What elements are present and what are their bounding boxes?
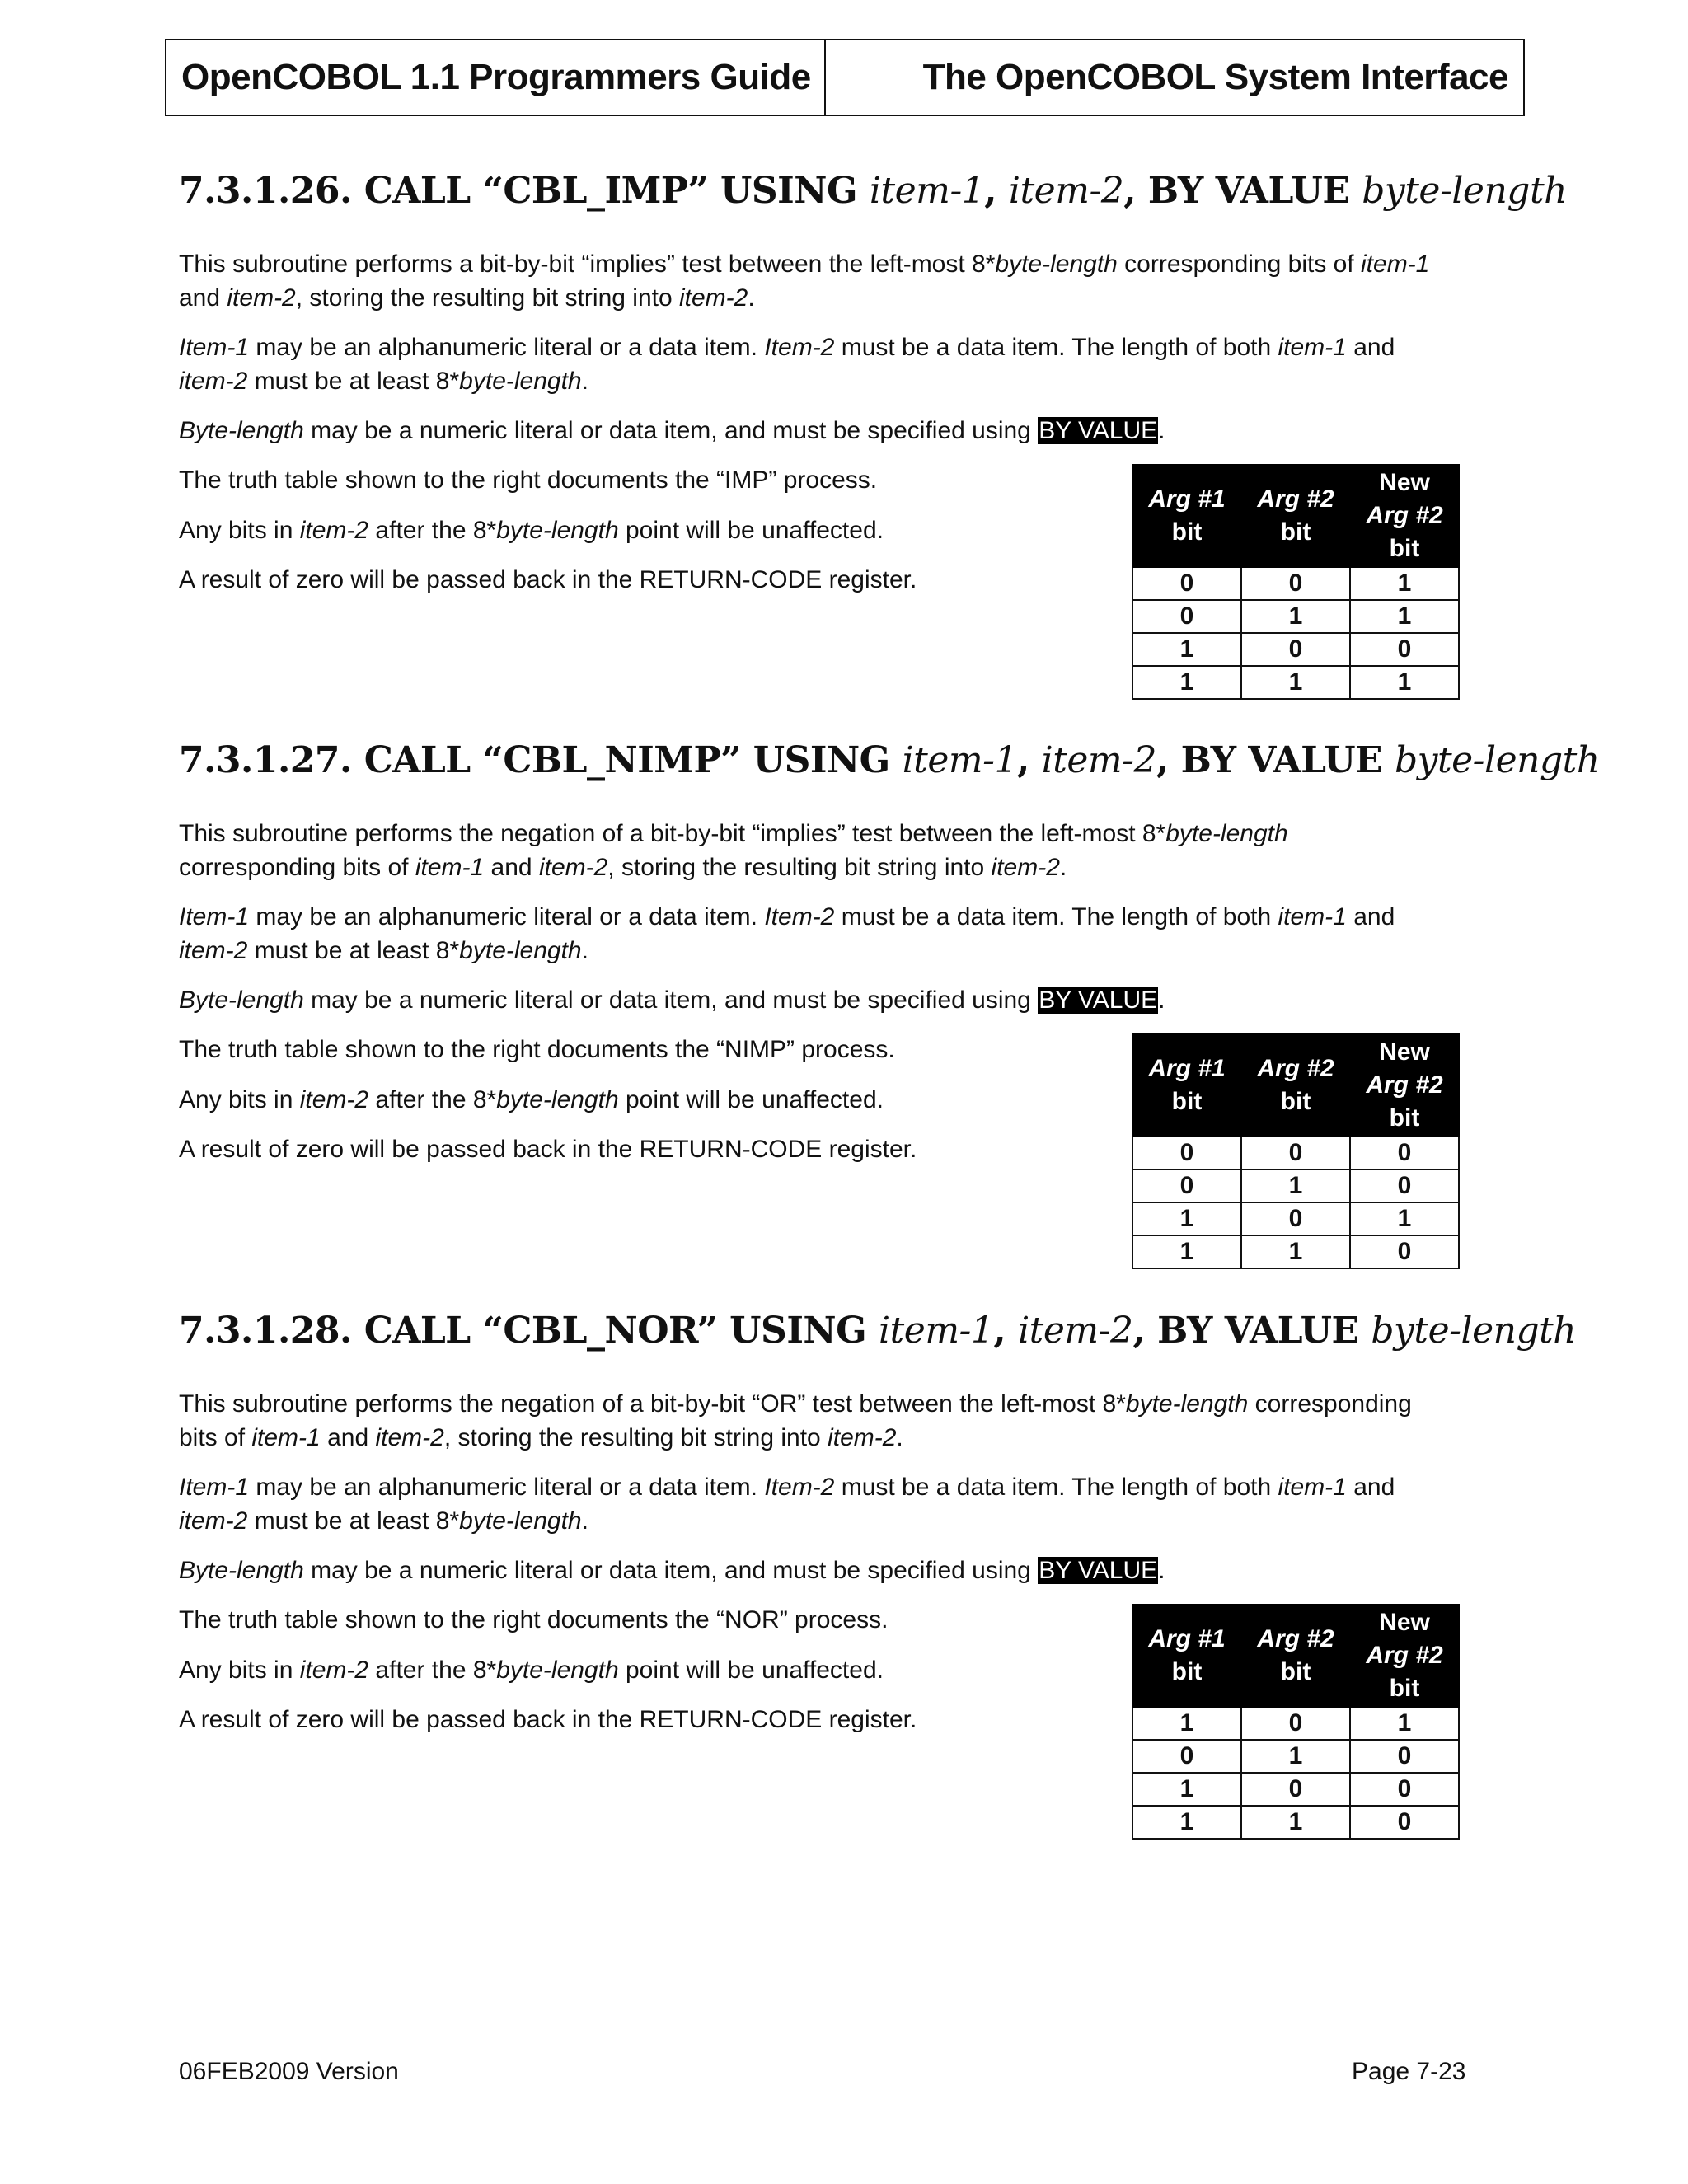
table-cell: 1 <box>1241 1740 1350 1773</box>
text-italic: item-2 <box>179 1507 248 1535</box>
text: must be a data item. The length of both <box>834 334 1278 361</box>
text: Any bits in <box>179 1086 300 1113</box>
table-cell: 1 <box>1350 666 1459 699</box>
comma: , <box>993 1310 1006 1352</box>
table-row <box>1132 1707 1459 1740</box>
text-italic: byte-length <box>496 1086 619 1113</box>
table-cell: 0 <box>1350 1235 1459 1268</box>
text-italic: Item-1 <box>179 1474 250 1501</box>
unaffected-bits-note <box>179 1653 884 1687</box>
text-italic: byte-length <box>496 1657 619 1684</box>
item-types-line-2 <box>179 1504 588 1538</box>
table-cell: 0 <box>1350 1806 1459 1839</box>
table-cell: 0 <box>1350 1169 1459 1202</box>
text: , storing the resulting bit string into <box>443 1424 828 1451</box>
unaffected-bits-note <box>179 513 884 547</box>
text: The truth table shown to the right documents the “ <box>179 1606 725 1633</box>
text: corresponding bits of <box>179 854 415 881</box>
text: Any bits in <box>179 517 300 544</box>
header-text: Arg #2 <box>1366 1642 1443 1669</box>
table-cell: 0 <box>1241 633 1350 666</box>
text-italic: item-2 <box>375 1424 444 1451</box>
truth-table <box>1132 464 1460 700</box>
header-text: bit <box>1389 535 1420 562</box>
item-types-line-1 <box>179 900 1395 934</box>
by-value-highlight: BY VALUE <box>1039 1557 1158 1584</box>
description-line-1 <box>179 247 1429 281</box>
text: after the 8* <box>368 1086 497 1113</box>
text-italic: item-2 <box>991 854 1060 881</box>
text: , storing the resulting bit string into <box>295 284 679 312</box>
text: and <box>1346 903 1395 930</box>
text: . <box>1059 854 1067 881</box>
call-statement: CALL “CBL_IMP” USING <box>363 170 858 212</box>
text: . <box>581 368 588 395</box>
header-arg2 <box>1241 465 1350 567</box>
truth-table <box>1132 1033 1460 1269</box>
text: and <box>1346 1474 1395 1501</box>
header-arg1 <box>1132 465 1241 567</box>
text: and <box>179 284 227 312</box>
header-chapter-title: The OpenCOBOL System Interface <box>922 57 1508 97</box>
table-cell: 1 <box>1132 1235 1241 1268</box>
section-heading <box>179 166 1567 216</box>
header-text: bit <box>1280 1088 1311 1115</box>
description-line-1 <box>179 817 1288 851</box>
section-number: 7.3.1.26. <box>179 170 352 212</box>
text-italic: byte-length <box>459 937 582 964</box>
text: . <box>896 1424 903 1451</box>
text-italic: Byte-length <box>179 417 304 444</box>
text: ” process. <box>779 1606 889 1633</box>
text: and <box>320 1424 376 1451</box>
text-italic: Item-2 <box>764 1474 835 1501</box>
header-text: Arg #1 <box>1148 1055 1226 1082</box>
text-italic: item-2 <box>299 517 369 544</box>
text: Any bits in <box>179 1657 300 1684</box>
truth-table-header-row <box>1132 1605 1459 1707</box>
table-cell: 0 <box>1132 600 1241 633</box>
table-row <box>1132 1202 1459 1235</box>
text: . <box>1158 1557 1165 1584</box>
header-text: bit <box>1280 1658 1311 1685</box>
header-text: bit <box>1171 1088 1203 1115</box>
table-cell: 1 <box>1241 666 1350 699</box>
param-item-2: item-2 <box>1041 739 1157 781</box>
text: ” process. <box>768 466 878 494</box>
unaffected-bits-note <box>179 1083 884 1117</box>
table-row <box>1132 633 1459 666</box>
item-types-line-1 <box>179 330 1395 364</box>
text-italic: item-2 <box>299 1657 369 1684</box>
call-statement: CALL “CBL_NOR” USING <box>363 1310 867 1352</box>
description-line-2 <box>179 281 755 315</box>
text: may be a numeric literal or data item, and must be specified using <box>303 987 1039 1014</box>
table-cell: 1 <box>1350 600 1459 633</box>
page-header <box>165 39 1525 116</box>
section-cbl-imp <box>179 166 1567 710</box>
table-cell: 0 <box>1350 1137 1459 1169</box>
text-italic: item-1 <box>1278 1474 1347 1501</box>
text: must be at least 8* <box>247 368 460 395</box>
text: may be an alphanumeric literal or a data item. <box>249 334 765 361</box>
process-name: IMP <box>724 466 769 494</box>
header-new-arg2 <box>1350 465 1459 567</box>
param-item-1: item-1 <box>879 1310 994 1352</box>
description-line-2 <box>179 1421 903 1455</box>
text: must be a data item. The length of both <box>834 903 1278 930</box>
table-row <box>1132 666 1459 699</box>
text: may be a numeric literal or data item, and must be specified using <box>303 417 1039 444</box>
text: . <box>581 1507 588 1535</box>
header-text: Arg #2 <box>1366 502 1443 529</box>
text-italic: item-2 <box>678 284 748 312</box>
comma: , <box>1016 739 1029 781</box>
text: point will be unaffected. <box>618 1086 884 1113</box>
header-arg1 <box>1132 1605 1241 1707</box>
by-value-highlight: BY VALUE <box>1039 987 1158 1014</box>
section-number: 7.3.1.27. <box>179 739 352 781</box>
header-text: Arg #1 <box>1148 485 1226 513</box>
table-cell: 1 <box>1241 1806 1350 1839</box>
item-types-line-2 <box>179 364 588 398</box>
param-item-2: item-2 <box>1018 1310 1133 1352</box>
text-italic: byte-length <box>496 517 619 544</box>
return-code-note: A result of zero will be passed back in the RETURN-CODE register. <box>179 566 917 593</box>
text-italic: item-1 <box>1361 251 1430 278</box>
table-cell: 0 <box>1350 1740 1459 1773</box>
text-italic: byte-length <box>995 251 1118 278</box>
text: ” process. <box>786 1036 895 1063</box>
table-cell: 1 <box>1132 633 1241 666</box>
by-value-keyword: , BY VALUE <box>1156 739 1383 781</box>
table-cell: 0 <box>1241 567 1350 600</box>
table-row <box>1132 1806 1459 1839</box>
return-code-note: A result of zero will be passed back in the RETURN-CODE register. <box>179 1706 917 1733</box>
text: . <box>1158 417 1165 444</box>
table-cell: 0 <box>1241 1202 1350 1235</box>
by-value-keyword: , BY VALUE <box>1123 170 1350 212</box>
text: must be at least 8* <box>247 937 460 964</box>
header-arg2 <box>1241 1605 1350 1707</box>
table-cell: 1 <box>1132 666 1241 699</box>
table-cell: 1 <box>1350 1707 1459 1740</box>
text: may be a numeric literal or data item, and must be specified using <box>303 1557 1039 1584</box>
header-text: New <box>1379 1038 1430 1066</box>
header-text: bit <box>1171 1658 1203 1685</box>
text: The truth table shown to the right documents the “ <box>179 1036 725 1063</box>
text-italic: item-1 <box>415 854 485 881</box>
text: must be at least 8* <box>247 1507 460 1535</box>
truth-table-header-row <box>1132 465 1459 567</box>
text-italic: byte-length <box>459 1507 582 1535</box>
text-italic: byte-length <box>459 368 582 395</box>
header-arg1 <box>1132 1034 1241 1137</box>
param-item-2: item-2 <box>1008 170 1124 212</box>
text: The truth table shown to the right documents the “ <box>179 466 725 494</box>
table-cell: 1 <box>1132 1202 1241 1235</box>
footer-version: 06FEB2009 Version <box>179 2058 399 2085</box>
table-cell: 0 <box>1350 633 1459 666</box>
process-name: NIMP <box>724 1036 787 1063</box>
text-italic: Byte-length <box>179 987 304 1014</box>
table-cell: 1 <box>1350 567 1459 600</box>
table-cell: 1 <box>1132 1773 1241 1806</box>
description-line-2 <box>179 851 1067 884</box>
call-statement: CALL “CBL_NIMP” USING <box>363 739 890 781</box>
table-cell: 1 <box>1241 600 1350 633</box>
text-italic: Item-2 <box>764 903 835 930</box>
table-row <box>1132 567 1459 600</box>
by-value-highlight: BY VALUE <box>1039 417 1158 444</box>
text: . <box>1158 987 1165 1014</box>
param-byte-length: byte-length <box>1362 170 1567 212</box>
text: point will be unaffected. <box>618 1657 884 1684</box>
byte-length-line <box>179 1554 1165 1587</box>
header-text: Arg #2 <box>1366 1071 1443 1099</box>
header-new-arg2 <box>1350 1034 1459 1137</box>
header-text: bit <box>1171 518 1203 546</box>
table-cell: 1 <box>1350 1202 1459 1235</box>
text: and <box>1346 334 1395 361</box>
process-name: NOR <box>724 1606 780 1633</box>
table-cell: 1 <box>1132 1707 1241 1740</box>
header-arg2 <box>1241 1034 1350 1137</box>
text: This subroutine performs the negation of a bit-by-bit “OR” test between the left-most 8* <box>179 1390 1126 1418</box>
text: This subroutine performs a bit-by-bit “implies” test between the left-most 8* <box>179 251 996 278</box>
truth-table-note <box>179 1603 888 1637</box>
by-value-keyword: , BY VALUE <box>1132 1310 1359 1352</box>
section-number: 7.3.1.28. <box>179 1310 352 1352</box>
text: may be an alphanumeric literal or a data item. <box>249 1474 765 1501</box>
text: must be a data item. The length of both <box>834 1474 1278 1501</box>
param-byte-length: byte-length <box>1394 739 1600 781</box>
header-text: Arg #2 <box>1257 1625 1334 1652</box>
header-guide-title: OpenCOBOL 1.1 Programmers Guide <box>166 40 826 115</box>
text-italic: Byte-length <box>179 1557 304 1584</box>
header-text: Arg #1 <box>1148 1625 1226 1652</box>
section-heading <box>179 736 1600 785</box>
section-cbl-nimp <box>179 736 1600 1280</box>
section-cbl-nor <box>179 1306 1577 1850</box>
text: . <box>748 284 755 312</box>
table-row <box>1132 1773 1459 1806</box>
section-heading <box>179 1306 1577 1356</box>
table-row <box>1132 1235 1459 1268</box>
text-italic: item-2 <box>299 1086 369 1113</box>
table-cell: 0 <box>1132 567 1241 600</box>
param-item-1: item-1 <box>902 739 1017 781</box>
header-text: Arg #2 <box>1257 485 1334 513</box>
item-types-line-1 <box>179 1470 1395 1504</box>
text-italic: item-2 <box>227 284 296 312</box>
table-cell: 0 <box>1132 1137 1241 1169</box>
text: corresponding bits of <box>1117 251 1362 278</box>
table-cell: 0 <box>1241 1773 1350 1806</box>
text-italic: item-1 <box>251 1424 321 1451</box>
text: after the 8* <box>368 517 497 544</box>
footer-page-number: Page 7-23 <box>1352 2058 1466 2085</box>
text: , storing the resulting bit string into <box>607 854 992 881</box>
text-italic: byte-length <box>1125 1390 1249 1418</box>
header-new-arg2 <box>1350 1605 1459 1707</box>
table-cell: 1 <box>1132 1806 1241 1839</box>
byte-length-line <box>179 414 1165 448</box>
text-italic: item-2 <box>828 1424 897 1451</box>
header-text: New <box>1379 1609 1430 1636</box>
text-italic: Item-2 <box>764 334 835 361</box>
header-text: bit <box>1389 1675 1420 1702</box>
text-italic: item-2 <box>179 368 248 395</box>
truth-table-note <box>179 1033 895 1066</box>
header-text: bit <box>1280 518 1311 546</box>
text: and <box>484 854 539 881</box>
text-italic: Item-1 <box>179 903 250 930</box>
table-row <box>1132 1137 1459 1169</box>
table-row <box>1132 1169 1459 1202</box>
text: . <box>581 937 588 964</box>
header-text: Arg #2 <box>1257 1055 1334 1082</box>
text: bits of <box>179 1424 252 1451</box>
text-italic: item-2 <box>179 937 248 964</box>
truth-table <box>1132 1604 1460 1840</box>
item-types-line-2 <box>179 934 588 968</box>
param-item-1: item-1 <box>869 170 985 212</box>
table-cell: 0 <box>1132 1740 1241 1773</box>
param-byte-length: byte-length <box>1371 1310 1577 1352</box>
return-code-note: A result of zero will be passed back in the RETURN-CODE register. <box>179 1136 917 1163</box>
truth-table-note <box>179 463 877 497</box>
text: corresponding <box>1248 1390 1412 1418</box>
table-row <box>1132 600 1459 633</box>
text: This subroutine performs the negation of a bit-by-bit “implies” test between the left-most 8* <box>179 820 1166 847</box>
header-text: New <box>1379 469 1430 496</box>
table-cell: 0 <box>1350 1773 1459 1806</box>
table-row <box>1132 1740 1459 1773</box>
text: may be an alphanumeric literal or a data item. <box>249 903 765 930</box>
text-italic: item-1 <box>1278 334 1347 361</box>
comma: , <box>984 170 997 212</box>
table-cell: 0 <box>1241 1707 1350 1740</box>
description-line-1 <box>179 1387 1412 1421</box>
truth-table-header-row <box>1132 1034 1459 1137</box>
text-italic: byte-length <box>1165 820 1288 847</box>
byte-length-line <box>179 983 1165 1017</box>
text-italic: item-1 <box>1278 903 1347 930</box>
table-cell: 1 <box>1241 1169 1350 1202</box>
table-cell: 1 <box>1241 1235 1350 1268</box>
text: point will be unaffected. <box>618 517 884 544</box>
text: after the 8* <box>368 1657 497 1684</box>
table-cell: 0 <box>1132 1169 1241 1202</box>
text-italic: Item-1 <box>179 334 250 361</box>
header-text: bit <box>1389 1104 1420 1132</box>
text-italic: item-2 <box>538 854 608 881</box>
table-cell: 0 <box>1241 1137 1350 1169</box>
